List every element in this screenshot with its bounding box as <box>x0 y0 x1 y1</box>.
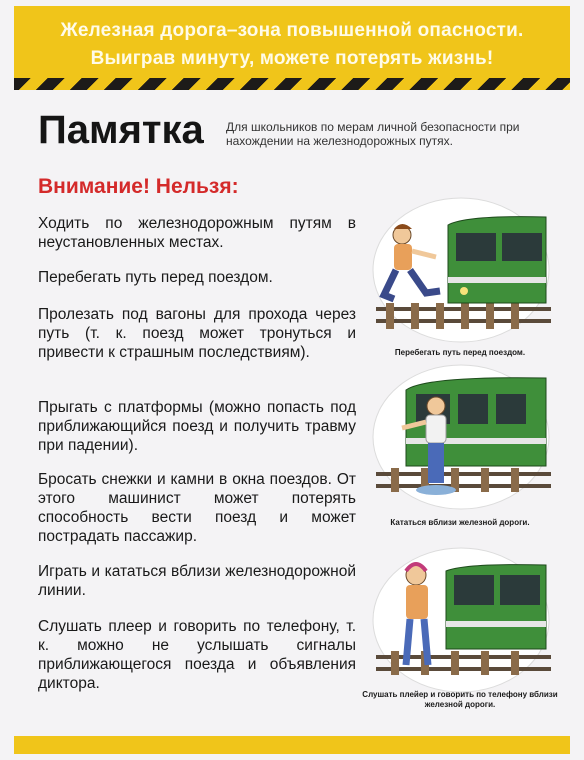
illustration-caption: Перебегать путь перед поездом. <box>394 348 526 357</box>
banner-line-1: Железная дорога–зона повышенной опасности. <box>60 20 524 41</box>
banner-line-2: Выиграв минуту, можете потерять жизнь! <box>90 48 494 69</box>
rule-item: Слушать плеер и говорить по телефону, т. к. можно не услышать сигналы приближающегося поезда и объявления диктора. <box>38 618 356 692</box>
rule-item: Ходить по железнодорожным путям в неустановленных местах. <box>38 215 356 251</box>
warning-heading: Внимание! Нельзя: <box>38 175 239 198</box>
hazard-stripe <box>14 78 570 90</box>
skating-boy-train-illustration <box>366 362 556 512</box>
footer-bar <box>14 736 570 754</box>
illustration-caption: Кататься вблизи железной дороги. <box>390 518 530 527</box>
page-title: Памятка <box>38 108 204 152</box>
rule-item: Бросать снежки и камни в окна поездов. От этого машинист может потерять способность вести поезд и может пострадать пассажир. <box>38 471 356 545</box>
rule-item: Играть и кататься вблизи железнодорожной линии. <box>38 563 356 599</box>
running-boy-train-illustration <box>366 195 556 345</box>
rule-item: Перебегать путь перед поездом. <box>38 269 273 286</box>
headphones-boy-train-illustration <box>366 545 556 695</box>
rule-item: Прыгать с платформы (можно попасть под приближающийся поезд и получить травму при падении). <box>38 399 356 454</box>
rule-item: Пролезать под вагоны для прохода через путь (т. к. поезд может тронуться и привести к страшным последствиям). <box>38 306 356 361</box>
page-subtitle: Для школьников по мерам личной безопасности при нахождении на железнодорожных путях. <box>226 120 520 148</box>
illustration-caption: Слушать плейер и говорить по телефону вблизи железной дороги. <box>362 690 558 709</box>
warning-banner <box>14 6 570 78</box>
